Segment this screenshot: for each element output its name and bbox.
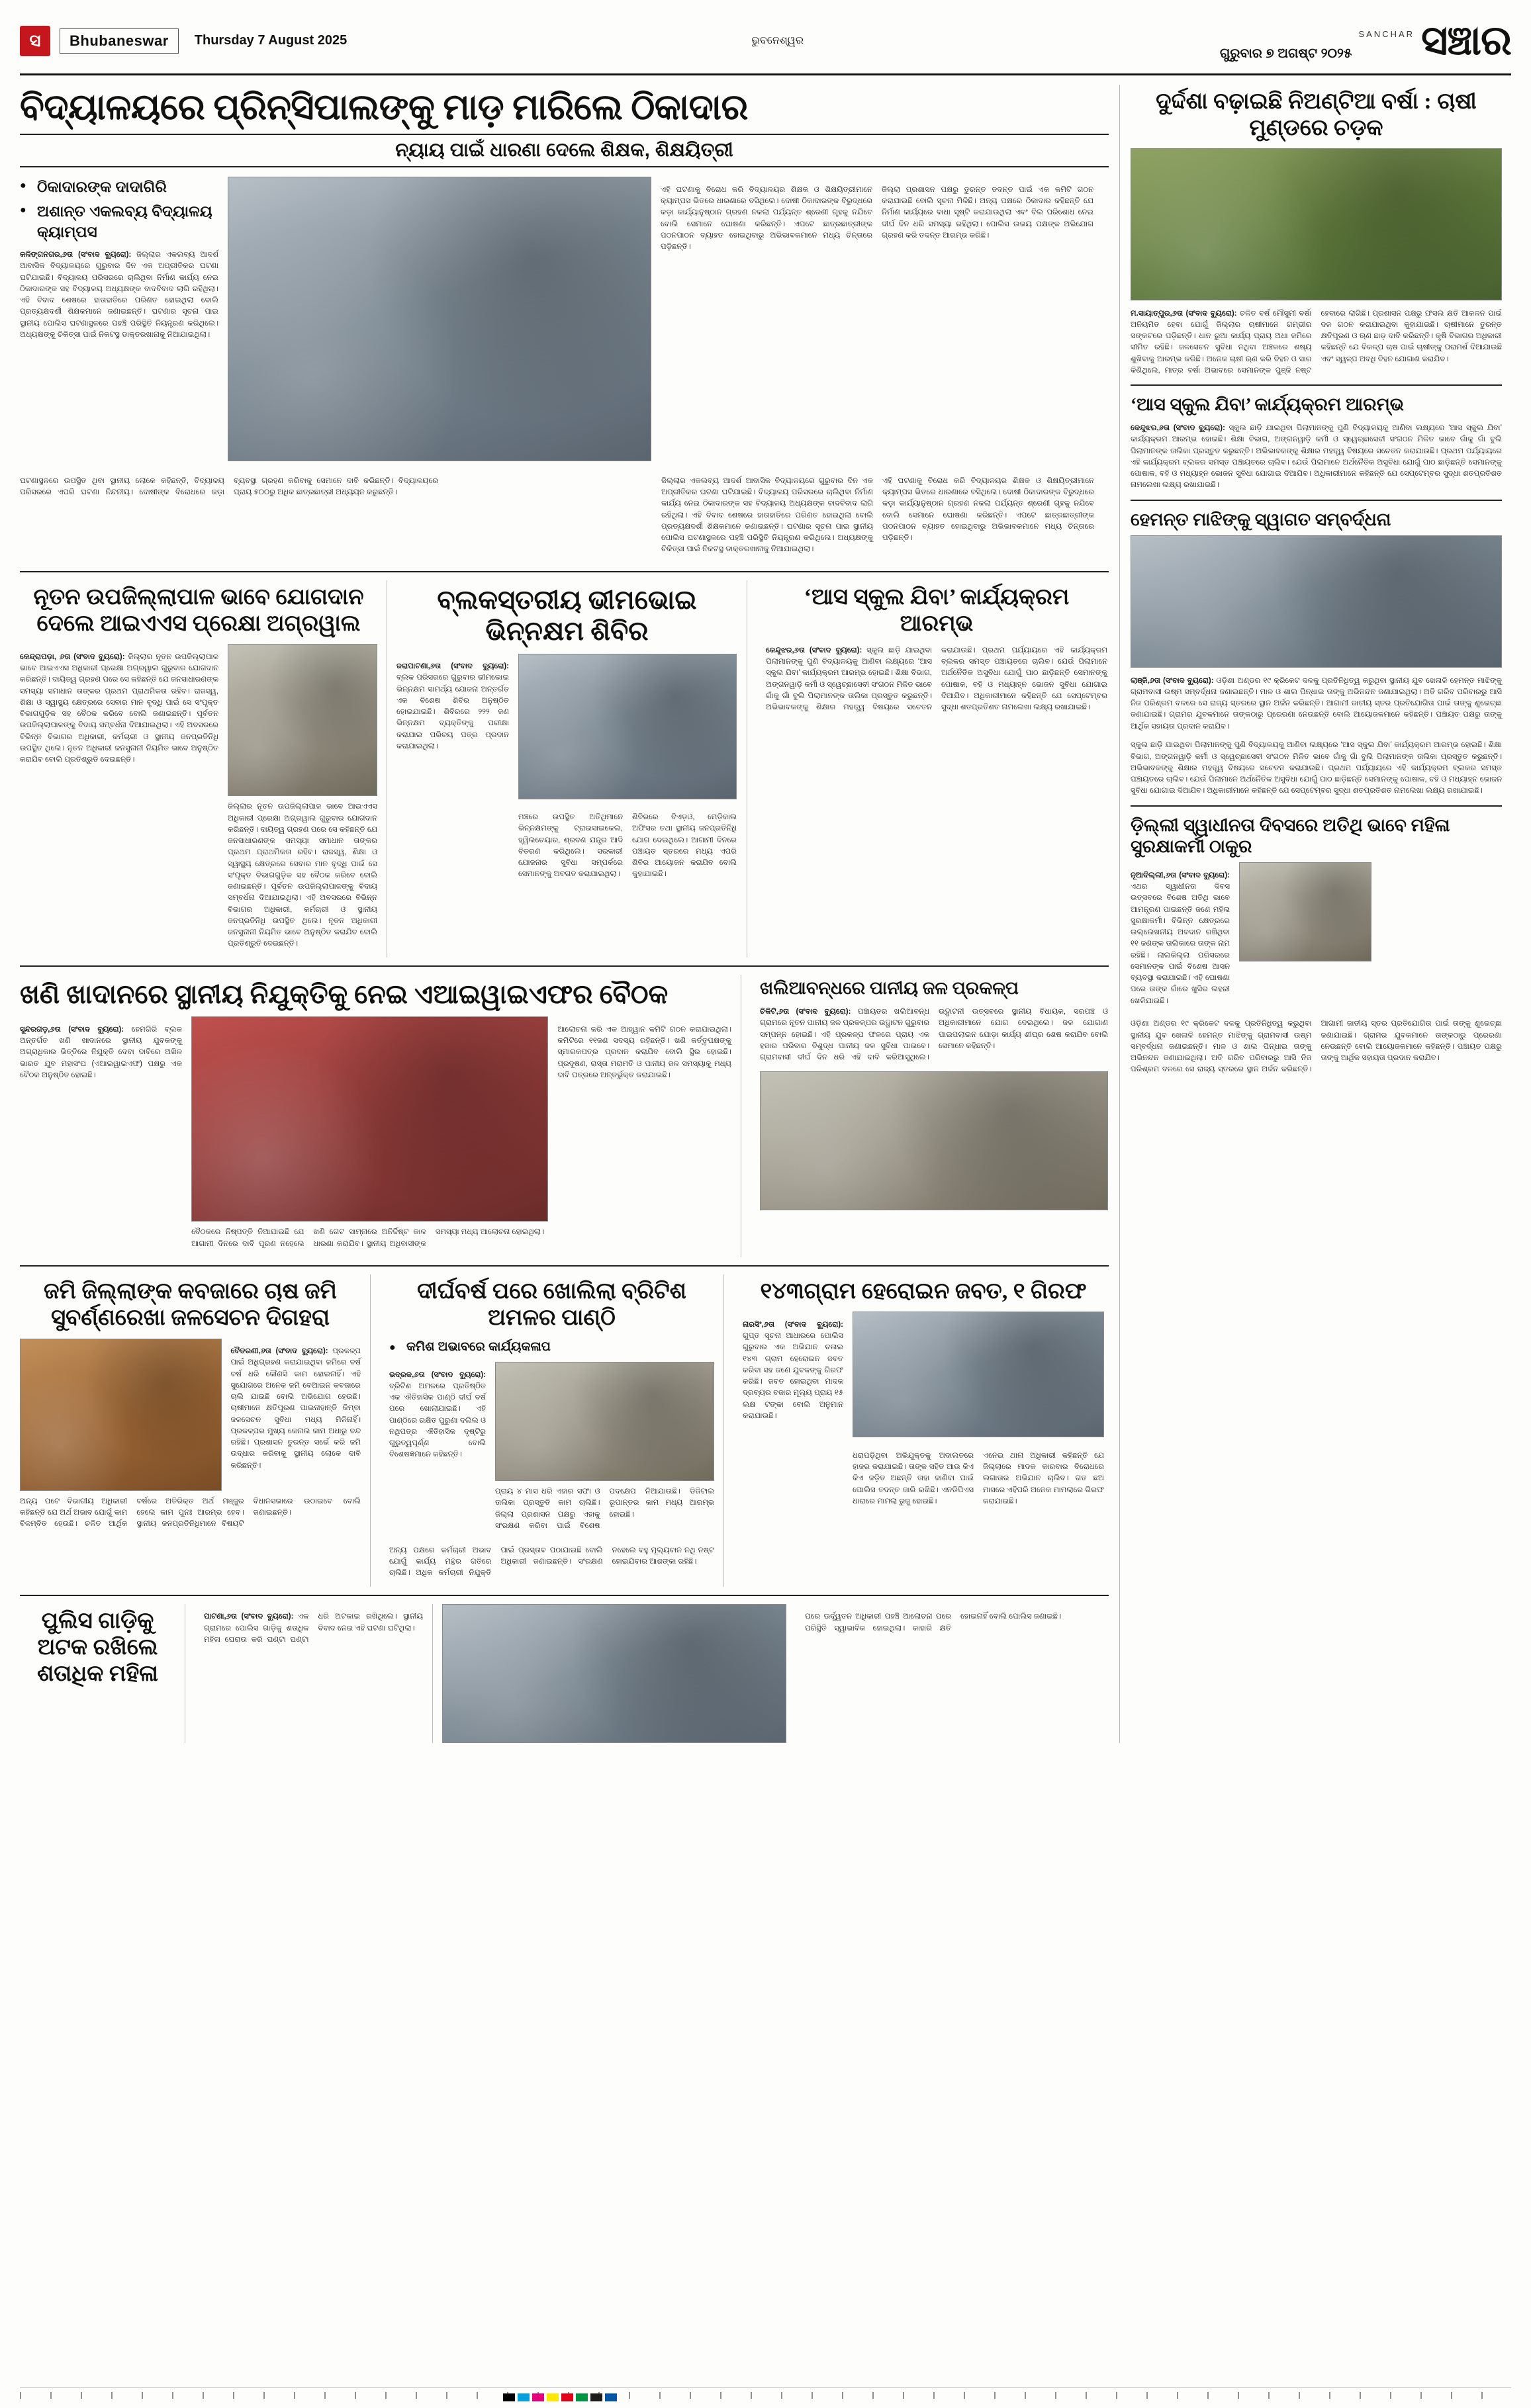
story-bhimbhoi-camp xyxy=(387,580,747,958)
story-body xyxy=(1131,423,1502,492)
registration-ticks xyxy=(20,2392,1511,2399)
masthead-middle xyxy=(751,35,804,47)
story-text-cont: ଜିଲ୍ଲାର ନୂତନ ଉପଜିଲ୍ଲାପାଳ ଭାବେ ଆଇଏଏସ ଅଧିକାରୀ ପ୍ରେକ୍ଷା ଅଗ୍ରୱାଲ ଗୁରୁବାର ଯୋଗଦାନ କରିଛନ୍ତି। ଦାୟିତ୍ୱ ଗ୍ରହଣ ପରେ ସେ କହିଛନ୍ତି ଯେ ଜନସାଧାରଣଙ୍କ ସମସ୍ୟା ସମାଧାନ ତାଙ୍କର ପ୍ରଥମ ପ୍ରାଥମିକତା ରହିବ। ରାଜସ୍ୱ, ଶିକ୍ଷା ଓ ସ୍ୱାସ୍ଥ୍ୟ କ୍ଷେତ୍ରରେ ସେବାର ମାନ ବୃଦ୍ଧି ପାଇଁ ସେ ସଂପୃକ୍ତ ବିଭାଗଗୁଡ଼ିକ ସହ ବୈଠକ କରିବେ ବୋଲି ଜଣାଇଛନ୍ତି। ପୂର୍ବତନ ଉପଜିଲ୍ଲାପାଳଙ୍କୁ ବିଦାୟ ସମ୍ବର୍ଧନା ଦିଆଯାଇଥିଲା। ଏହି ଅବସରରେ ବିଭିନ୍ନ ବିଭାଗର ଅଧିକାରୀ, କର୍ମଚାରୀ ଓ ସ୍ଥାନୀୟ ଜନପ୍ରତିନିଧି ଉପସ୍ଥିତ ଥିଲେ। ନୂତନ ଅଧିକାରୀ ଜନସୁନାନୀ ନିୟମିତ ଭାବେ ଅନୁଷ୍ଠିତ କରାଯିବ ବୋଲି ପ୍ରତିଶ୍ରୁତି ଦେଇଛନ୍ତି। xyxy=(228,803,377,948)
footer-rule xyxy=(20,2387,1511,2388)
section-bottom xyxy=(20,1604,1109,1743)
story-headline: ପୁଲିସ ଗାଡ଼ିକୁ ଅଟକ ରଖିଲେ ଶତାଧିକ ମହିଳା xyxy=(36,1608,159,1687)
story-text-1: ଗୁପ୍ତ ସୂଚନା ଆଧାରରେ ପୋଲିସ ଗୁରୁବାର ଏକ ଅଭିଯାନ ଚଳାଇ ୧୪୩ ଗ୍ରାମ ହେରୋଇନ ଜବତ କରିବା ସହ ଜଣେ ଯୁବକଙ୍କୁ ଗିରଫ କରିଛି। ଜବତ ହୋଇଥିବା ମାଦକ ଦ୍ରବ୍ୟର ବଜାର ମୂଲ୍ୟ ପ୍ରାୟ ୧୫ ଲକ୍ଷ ଟଙ୍କା ବୋଲି ଅନୁମାନ କରାଯାଉଛି। xyxy=(743,1332,843,1420)
story-body xyxy=(1131,870,1230,1007)
lead-text-4: ଘଟଣାସ୍ଥଳରେ ଉପସ୍ଥିତ ଥିବା ସ୍ଥାନୀୟ ଲୋକେ କହିଛନ୍ତି, ବିଦ୍ୟାଳୟ ପରିସରରେ ଏପରି ଘଟଣା ନିନ୍ଦନୀୟ। ଦୋଷୀଙ୍କ ବିରୋଧରେ କଡ଼ା ବ୍ୟବସ୍ଥା ଗ୍ରହଣ କରିବାକୁ ସେମାନେ ଦାବି କରିଛନ୍ତି। ବିଦ୍ୟାଳୟରେ ପ୍ରାୟ ୫୦୦ରୁ ଅଧିକ ଛାତ୍ରଛାତ୍ରୀ ଅଧ୍ୟୟନ କରୁଛନ୍ତି। xyxy=(20,476,438,497)
story-photo-portrait xyxy=(1239,862,1371,961)
brand-title: ସଞ୍ଚାର xyxy=(1421,18,1511,64)
story-drought-farmers xyxy=(1131,89,1502,377)
story-photo xyxy=(518,654,737,799)
list-item: ● ଠିକାଦାରଙ୍କ ଦାଦାଗିରି xyxy=(20,177,218,197)
story-text-3: ଆଲୋଚନା କରି ଏକ ଆହ୍ୱାନ କମିଟି ଗଠନ କରାଯାଇଥିଲା। କମିଟିରେ ୧୧ଜଣ ସଦସ୍ୟ ରହିଛନ୍ତି। ଖଣି କର୍ତ୍ତୃପକ୍ଷଙ୍କୁ ସ୍ମାରକପତ୍ର ପ୍ରଦାନ କରାଯିବ ବୋଲି ସ୍ଥିର ହୋଇଛି। ପ୍ରଦୂଷଣ, ରାସ୍ତା ମରାମତି ଓ ପାନୀୟ ଜଳ ସମସ୍ୟାକୁ ମଧ୍ୟ ଦାବି ପତ୍ରରେ ଅନ୍ତର୍ଭୁକ୍ତ କରାଯାଇଛି। xyxy=(557,1025,731,1079)
story-hemanta-majhi-felicitation xyxy=(1131,509,1502,797)
story-text-1: ପ୍ରକଳ୍ପ ପାଇଁ ଅଧିଗ୍ରହଣ କରାଯାଇଥିବା ଜମିରେ ବର୍ଷ ବର୍ଷ ଧରି କୌଣସି କାମ ହୋଇନାହିଁ। ଏହି ସୁଯୋଗରେ ଅନେକ ଜମି ବେଆଇନ କବଜାରେ ଚାଲି ଯାଇଛି ବୋଲି ଅଭିଯୋଗ ହେଉଛି। ଚାଷୀମାନେ କ୍ଷତିପୂରଣ ପାଇନାହାନ୍ତି କିମ୍ବା ଜଳସେଚନ ସୁବିଧା ମଧ୍ୟ ମିଳିନାହିଁ। ପ୍ରକଳ୍ପର ମୁଖ୍ୟ କେନାଲ କାମ ଅଧାରୁ ବନ୍ଦ ରହିଛି। ପ୍ରଶାସନ ତୁରନ୍ତ ସର୍ଭେ କରି ଜମି ଉଦ୍ଧାର କରିବାକୁ ସ୍ଥାନୀୟ ଲୋକେ ଦାବି କରିଛନ୍ତି। xyxy=(230,1347,361,1470)
story-body xyxy=(396,661,509,752)
story-photo xyxy=(442,1604,786,1743)
lead-photo xyxy=(228,177,651,461)
story-british-archive xyxy=(380,1274,724,1587)
story-land-encroachment xyxy=(20,1274,371,1587)
dateline: ଲାଞ୍ଜି,୬ତା (ସଂବାଦ ବ୍ୟୁରୋ): xyxy=(1131,676,1214,685)
dateline: ମ.ସାୟାତ୍ପୁର,୬ତା (ସଂବାଦ ବ୍ୟୁରୋ): xyxy=(1131,309,1237,318)
lead-continuation-wrap xyxy=(20,468,652,563)
story-body xyxy=(760,1006,1108,1063)
lead-text-5: ଜିଲ୍ଲାର ଏକଲବ୍ୟ ଆଦର୍ଶ ଆବାସିକ ବିଦ୍ୟାଳୟରେ ଗୁରୁବାର ଦିନ ଏକ ଅପ୍ରୀତିକର ଘଟଣା ଘଟିଯାଇଛି। ବିଦ୍ୟାଳୟ ପରିସରରେ ଚାଲିଥିବା ନିର୍ମାଣ କାର୍ଯ୍ୟ ନେଇ ଠିକାଦାରଙ୍କ ସହ ବିଦ୍ୟାଳୟ ଅଧ୍ୟକ୍ଷଙ୍କ ବାଦବିବାଦ ଲାଗି ରହିଥିଲା। ଏହି ବିବାଦ ଶେଷରେ ହାତାହାତିରେ ପରିଣତ ହୋଇଥିଲା ବୋଲି ପ୍ରତ୍ୟକ୍ଷଦର୍ଶୀ ଶିକ୍ଷକମାନେ ଜଣାଇଛନ୍ତି। ଘଟଣାର ସୂଚନା ପାଇ ସ୍ଥାନୀୟ ପୋଲିସ ଘଟଣାସ୍ଥଳରେ ପହଞ୍ଚି ପରିସ୍ଥିତି ନିୟନ୍ତ୍ରଣ କରିଥିଲେ। ଅଧ୍ୟକ୍ଷଙ୍କୁ ଚିକିତ୍ସା ପାଇଁ ନିକଟସ୍ଥ ଡାକ୍ତରଖାନାକୁ ନିଆଯାଇଥିଲା। xyxy=(661,476,873,554)
lead-text-1: ଜିଲ୍ଲାର ଏକଲବ୍ୟ ଆଦର୍ଶ ଆବାସିକ ବିଦ୍ୟାଳୟରେ ଗୁରୁବାର ଦିନ ଏକ ଅପ୍ରୀତିକର ଘଟଣା ଘଟିଯାଇଛି। ବିଦ୍ୟାଳୟ ପରିସରରେ ଚାଲିଥିବା ନିର୍ମାଣ କାର୍ଯ୍ୟ ନେଇ ଠିକାଦାରଙ୍କ ସହ ବିଦ୍ୟାଳୟ ଅଧ୍ୟକ୍ଷଙ୍କ ବାଦବିବାଦ ଲାଗି ରହିଥିଲା। ଏହି ବିବାଦ ଶେଷରେ ହାତାହାତିରେ ପରିଣତ ହୋଇଥିଲା ବୋଲି ପ୍ରତ୍ୟକ୍ଷଦର୍ଶୀ ଶିକ୍ଷକମାନେ ଜଣାଇଛନ୍ତି। ଘଟଣାର ସୂଚନା ପାଇ ସ୍ଥାନୀୟ ପୋଲିସ ଘଟଣାସ୍ଥଳରେ ପହଞ୍ଚି ପରିସ୍ଥିତି ନିୟନ୍ତ୍ରଣ କରିଥିଲେ। ଅଧ୍ୟକ୍ଷଙ୍କୁ ଚିକିତ୍ସା ପାଇଁ ନିକଟସ୍ଥ ଡାକ୍ତରଖାନାକୁ ନିଆଯାଇଥିଲା। xyxy=(20,251,218,339)
lead-body-col1 xyxy=(20,249,218,341)
story-text-2: ପରେ ଊର୍ଦ୍ଧ୍ୱତନ ଅଧିକାରୀ ପହଞ୍ଚି ଆଲୋଚନା ପରେ ପରିସ୍ଥିତି ସ୍ୱାଭାବିକ ହୋଇଥିଲା। କାହାରି କ୍ଷତି ହୋଇନାହିଁ ବୋଲି ପୋଲିସ ଜଣାଇଛି। xyxy=(805,1613,1062,1632)
lead-bullets xyxy=(20,177,218,242)
dateline: ଚିକିଟି,୬ତା (ସଂବାଦ ବ୍ୟୁରୋ): xyxy=(760,1008,851,1016)
story-photo xyxy=(760,1071,1108,1210)
story-headline: ନୂତନ ଉପଜିଲ୍ଲାପାଳ ଭାବେ ଯୋଗଦାନ ଦେଲେ ଆଇଏଏସ ପ୍ରେକ୍ଷା ଅଗ୍ରୱାଲ xyxy=(33,585,364,637)
dateline: ଜରାପାଟଣା,୬ତା (ସଂବାଦ ବ୍ୟୁରୋ): xyxy=(396,662,509,671)
story-text-2: ଧରାପଡ଼ିଥିବା ଅଭିଯୁକ୍ତକୁ ଅଦାଲତରେ ହାଜର କରାଯାଇଛି। ତାଙ୍କ ସହିତ ଆଉ କିଏ କିଏ ଜଡ଼ିତ ଅଛନ୍ତି ତାହା ଜାଣିବା ପାଇଁ ପୋଲିସ ତଦନ୍ତ ଜାରି ରଖିଛି। ଏନଡିପିଏସ ଧାରାରେ ମାମଲା ରୁଜୁ ହୋଇଛି। xyxy=(853,1451,974,1505)
lead-headline: ବିଦ୍ୟାଳୟରେ ପ୍ରିନ୍ସିପାଲଙ୍କୁ ମାଡ଼ ମାରିଲେ ଠିକାଦାର xyxy=(20,87,748,127)
story-drinking-water-project xyxy=(751,975,1108,1257)
story-text: ସ୍କୁଲ ଛାଡ଼ି ଯାଇଥିବା ପିଲାମାନଙ୍କୁ ପୁଣି ବିଦ୍ୟାଳୟକୁ ଆଣିବା ଲକ୍ଷ୍ୟରେ ‘ଆସ ସ୍କୁଲ ଯିବା’ କାର୍ଯ୍ୟକ୍ରମ ଆରମ୍ଭ ହୋଇଛି। ଶିକ୍ଷା ବିଭାଗ, ଅଙ୍ଗନୱାଡ଼ି କର୍ମୀ ଓ ସ୍ୱେଚ୍ଛାସେବୀ ସଂଗଠନ ମିଳିତ ଭାବେ ଗାଁକୁ ଗାଁ ବୁଲି ପିଲାମାନଙ୍କ ତାଲିକା ପ୍ରସ୍ତୁତ କରୁଛନ୍ତି। ଅଭିଭାବକଙ୍କୁ ଶିକ୍ଷାର ମହତ୍ତ୍ୱ ବିଷୟରେ ସଚେତନ କରାଯାଉଛି। ପ୍ରଥମ ପର୍ଯ୍ୟାୟରେ ଏହି କାର୍ଯ୍ୟକ୍ରମ ବ୍ଲକର ସମସ୍ତ ପଞ୍ଚାୟତରେ ଚାଲିବ। ଯେଉଁ ପିଲାମାନେ ଅର୍ଥନୈତିକ ଅସୁବିଧା ଯୋଗୁଁ ପାଠ ଛାଡ଼ିଛନ୍ତି ସେମାନଙ୍କୁ ପୋଷାକ, ବହି ଓ ମଧ୍ୟାହ୍ନ ଭୋଜନ ସୁବିଧା ଯୋଗାଇ ଦିଆଯିବ। ଅଧିକାରୀମାନେ କହିଛନ୍ତି ଯେ ସେପ୍ଟେମ୍ବର ସୁଦ୍ଧା ଶତପ୍ରତିଶତ ନାମଲେଖା ଲକ୍ଷ୍ୟ ରଖାଯାଇଛି। xyxy=(1131,424,1503,490)
story-headline: ଜମି ଜିଲ୍ଲାଙ୍କ କବଜାରେ ଚାଷ ଜମି ସୁବର୍ଣ୍ଣରେଖା ଜଳସେଚନ ଦିଗହରା xyxy=(44,1279,337,1331)
brand-subtitle: SANCHAR xyxy=(1358,28,1415,39)
right-column xyxy=(1119,85,1502,1743)
lead-text-3: ଜିଲ୍ଲା ପ୍ରଶାସନ ପକ୍ଷରୁ ତୁରନ୍ତ ତଦନ୍ତ ପାଇଁ ଏକ କମିଟି ଗଠନ କରାଯାଇଛି ବୋଲି ସୂଚନା ମିଳିଛି। ଅନ୍ୟ ପକ୍ଷରେ ଠିକାଦାର କହିଛନ୍ତି ଯେ ନିର୍ମାଣ କାର୍ଯ୍ୟରେ ବାଧା ସୃଷ୍ଟି କରାଯାଉଥିଲା ଏବଂ ବିଲ ପରିଶୋଧ ନେଇ ଦୀର୍ଘ ଦିନ ଧରି ସମସ୍ୟା ରହିଥିଲା। ପୋଲିସ ଉଭୟ ପକ୍ଷଙ୍କ ଅଭିଯୋଗ ଗ୍ରହଣ କରି ତଦନ୍ତ ଆରମ୍ଭ କରିଛି। xyxy=(882,185,1093,240)
dateline: କେନ୍ଦୁଝର,୬ତା (ସଂବାଦ ବ୍ୟୁରୋ): xyxy=(1131,424,1225,433)
story-headline: ଖଣି ଖାଦାନରେ ସ୍ଥାନୀୟ ନିଯୁକ୍ତିକୁ ନେଇ ଏଆଇୱାଇଏଫର ବୈଠକ xyxy=(20,979,669,1010)
story-text-3: ଶିବିରରେ ବିଏଡ଼ଓ, ମେଡ଼ିକାଲ ଅଫିସର ତଥା ସ୍ଥାନୀୟ ଜନପ୍ରତିନିଧି ଯୋଗ ଦେଇଥିଲେ। ଆଗାମୀ ଦିନରେ ପଞ୍ଚାୟତ ସ୍ତରରେ ମଧ୍ୟ ଏପରି ଶିବିର ଆୟୋଜନ କରାଯିବ ବୋଲି କୁହାଯାଇଛି। xyxy=(632,813,737,879)
dateline: କେନ୍ଦୁଝର,୬ତା (ସଂବାଦ ବ୍ୟୁରୋ): xyxy=(766,646,862,654)
story-photo-banner xyxy=(191,1016,548,1222)
lead-photo-wrap xyxy=(228,177,651,461)
masthead-left xyxy=(20,26,347,56)
lead-body-col3-wrap xyxy=(882,177,1093,461)
dateline: ଭଦ୍ରକ,୬ତା (ସଂବାଦ ବ୍ୟୁରୋ): xyxy=(389,1370,487,1379)
story-body xyxy=(20,652,218,766)
story-text: ଓଡ଼ିଶା ଅଣ୍ଡର ୧୯ କ୍ରିକେଟ ଦଳକୁ ପ୍ରତିନିଧିତ୍ୱ କରୁଥିବା ସ୍ଥାନୀୟ ଯୁବ ଖେଳାଳି ହେମନ୍ତ ମାଝିଙ୍କୁ ଗ୍ରାମବାସୀ ଉଷ୍ମ ସମ୍ବର୍ଦ୍ଧନା ଜଣାଇଛନ୍ତି। ମାଳ ଓ ଶାଲ ପିନ୍ଧାଇ ତାଙ୍କୁ ଅଭିନନ୍ଦନ ଜଣାଯାଇଥିଲା। ଅତି ଗରିବ ପରିବାରରୁ ଆସି ନିଜ ପରିଶ୍ରମ ବଳରେ ସେ ରାଜ୍ୟ ସ୍ତରରେ ସ୍ଥାନ ଅର୍ଜନ କରିଛନ୍ତି। ଆଗାମୀ ଜାତୀୟ ସ୍ତର ପ୍ରତିଯୋଗିତା ପାଇଁ ତାଙ୍କୁ ଶୁଭେଚ୍ଛା ଜଣାଯାଇଛି। ଗ୍ରାମର ଯୁବକମାନେ ତାଙ୍କଠାରୁ ପ୍ରେରଣା ନେଉଛନ୍ତି ବୋଲି ଆୟୋଜକମାନେ କହିଛନ୍ତି। ପଞ୍ଚାୟତ ପକ୍ଷରୁ ତାଙ୍କୁ ଆର୍ଥିକ ସହାୟତା ପ୍ରଦାନ କରାଯିବ। xyxy=(1131,676,1502,731)
lead-text-6: ଏହି ଘଟଣାକୁ ବିରୋଧ କରି ବିଦ୍ୟାଳୟର ଶିକ୍ଷକ ଓ ଶିକ୍ଷୟିତ୍ରୀମାନେ କ୍ୟାମ୍ପସ ଭିତରେ ଧାରଣାରେ ବସିଥିଲେ। ଦୋଷୀ ଠିକାଦାରଙ୍କ ବିରୁଦ୍ଧରେ କଡ଼ା କାର୍ଯ୍ୟାନୁଷ୍ଠାନ ଗ୍ରହଣ ନକଲା ପର୍ଯ୍ୟନ୍ତ ଶ୍ରେଣୀ ଗୃହକୁ ନଯିବେ ବୋଲି ସେମାନେ ଘୋଷଣା କରିଛନ୍ତି। ଏପଟେ ଛାତ୍ରଛାତ୍ରୀଙ୍କ ପଠନପାଠନ ବ୍ୟାହତ ହୋଇଥିବାରୁ ଅଭିଭାବକମାନେ ମଧ୍ୟ ଚିନ୍ତାରେ ପଡ଼ିଛନ୍ତି। xyxy=(882,476,1094,543)
story-delhi-independence-guest xyxy=(1131,815,1502,1076)
story-photo xyxy=(495,1362,714,1481)
story-text-cont: ସ୍କୁଲ ଛାଡ଼ି ଯାଇଥିବା ପିଲାମାନଙ୍କୁ ପୁଣି ବିଦ୍ୟାଳୟକୁ ଆଣିବା ଲକ୍ଷ୍ୟରେ ‘ଆସ ସ୍କୁଲ ଯିବା’ କାର୍ଯ୍ୟକ୍ରମ ଆରମ୍ଭ ହୋଇଛି। ଶିକ୍ଷା ବିଭାଗ, ଅଙ୍ଗନୱାଡ଼ି କର୍ମୀ ଓ ସ୍ୱେଚ୍ଛାସେବୀ ସଂଗଠନ ମିଳିତ ଭାବେ ଗାଁକୁ ଗାଁ ବୁଲି ପିଲାମାନଙ୍କ ତାଲିକା ପ୍ରସ୍ତୁତ କରୁଛନ୍ତି। ଅଭିଭାବକଙ୍କୁ ଶିକ୍ଷାର ମହତ୍ତ୍ୱ ବିଷୟରେ ସଚେତନ କରାଯାଉଛି। ପ୍ରଥମ ପର୍ଯ୍ୟାୟରେ ଏହି କାର୍ଯ୍ୟକ୍ରମ ବ୍ଲକର ସମସ୍ତ ପଞ୍ଚାୟତରେ ଚାଲିବ। ଯେଉଁ ପିଲାମାନେ ଅର୍ଥନୈତିକ ଅସୁବିଧା ଯୋଗୁଁ ପାଠ ଛାଡ଼ିଛନ୍ତି ସେମାନଙ୍କୁ ପୋଷାକ, ବହି ଓ ମଧ୍ୟାହ୍ନ ଭୋଜନ ସୁବିଧା ଯୋଗାଇ ଦିଆଯିବ। ଅଧିକାରୀମାନେ କହିଛନ୍ତି ଯେ ସେପ୍ଟେମ୍ବର ସୁଦ୍ଧା ଶତପ୍ରତିଶତ ନାମଲେଖା ଲକ୍ଷ୍ୟ ରଖାଯାଇଛି। xyxy=(1131,741,1502,795)
dateline: ନୂଆଦିଲ୍ଲୀ,୬ତା (ସଂବାଦ ବ୍ୟୁରୋ): xyxy=(1131,871,1230,879)
story-photo xyxy=(1131,535,1502,668)
story-text-1: ବ୍ରିଟିଶ ଅମଳରେ ପ୍ରତିଷ୍ଠିତ ଏକ ଐତିହାସିକ ପାଣ୍ଠି ଦୀର୍ଘ ବର୍ଷ ପରେ ଖୋଲାଯାଇଛି। ଏହି ପାଣ୍ଠିରେ ରକ୍ଷିତ ପୁରୁଣା ଦଲିଲ ଓ ନଥିପତ୍ର ଐତିହାସିକ ଦୃଷ୍ଟିରୁ ଗୁରୁତ୍ୱପୂର୍ଣ୍ଣ ବୋଲି ବିଶେଷଜ୍ଞମାନେ କହିଛନ୍ତି। xyxy=(389,1382,487,1459)
dateline: ବୈତରଣୀ,୬ତା (ସଂବାଦ ବ୍ୟୁରୋ): xyxy=(230,1347,328,1356)
story-text-3: ଅନ୍ୟ ପକ୍ଷରେ କର୍ମଚାରୀ ଅଭାବ ଯୋଗୁଁ କାର୍ଯ୍ୟ ମନ୍ଥର ଗତିରେ ଚାଲିଛି। ଅଧିକ କର୍ମଚାରୀ ନିଯୁକ୍ତି ପାଇଁ ପ୍ରସ୍ତାବ ପଠାଯାଇଛି ବୋଲି ଅଧିକାରୀ ଜଣାଇଛନ୍ତି। ସଂରକ୍ଷଣ ନହେଲେ ବହୁ ମୂଲ୍ୟବାନ ନଥି ନଷ୍ଟ ହୋଇଯିବାର ଆଶଙ୍କା ରହିଛି। xyxy=(389,1546,714,1578)
story-text-2: ଅନ୍ୟ ପଟେ ବିଭାଗୀୟ ଅଧିକାରୀ କହିଛନ୍ତି ଯେ ଅର୍ଥ ଅଭାବ ଯୋଗୁଁ କାମ ବିଳମ୍ବିତ ହେଉଛି। ଚଳିତ ଆର୍ଥିକ ବର୍ଷରେ ଅତିରିକ୍ତ ଅର୍ଥ ମଞ୍ଜୁର ହେଲେ କାମ ପୁନଃ ଆରମ୍ଭ ହେବ। ସ୍ଥାନୀୟ ଜନପ୍ରତିନିଧିମାନେ ବିଷୟଟି ବିଧାନସଭାରେ ଉଠାଇବେ ବୋଲି ଜଣାଇଛନ୍ତି। xyxy=(20,1497,361,1529)
story-text: ଚଳିତ ବର୍ଷ ମୌସୁମୀ ବର୍ଷା ଅନିୟମିତ ହେବା ଯୋଗୁଁ ଜିଲ୍ଲାର ଚାଷୀମାନେ ଗମ୍ଭୀର ସଙ୍କଟରେ ପଡ଼ିଛନ୍ତି। ଧାନ ରୁଆ କାର୍ଯ୍ୟ ପ୍ରାୟ ଅଧା ଜମିରେ ସୀମିତ ରହିଛି। ଜଳସେଚନ ସୁବିଧା ନଥିବା ଅଞ୍ଚଳରେ ଶଷ୍ୟ ଶୁଖିବାକୁ ଆରମ୍ଭ କରିଛି। ଅନେକ ଚାଷୀ ଋଣ କରି ବିହନ ଓ ସାର କିଣିଥିଲେ, ମାତ୍ର ବର୍ଷା ଅଭାବରେ ସେମାନଙ୍କ ପୁଞ୍ଜି ନଷ୍ଟ ହେବାରେ ଲାଗିଛି। ପ୍ରଶାସନ ପକ୍ଷରୁ ଫସଲ କ୍ଷତି ଆକଳନ ପାଇଁ ଦଳ ଗଠନ କରାଯାଇଥିବା କୁହାଯାଇଛି। ଚାଷୀମାନେ ତୁରନ୍ତ କ୍ଷତିପୂରଣ ଓ ଋଣ ଛାଡ଼ ଦାବି କରିଛନ୍ତି। କୃଷି ବିଭାଗର ଅଧିକାରୀ କହିଛନ୍ତି ଯେ ବିକଳ୍ପ ଚାଷ ପାଇଁ ଚାଷୀଙ୍କୁ ପରାମର୍ଶ ଦିଆଯାଉଛି ଏବଂ ସ୍ୱଳ୍ପ ଅବଧି ବିହନ ଯୋଗାଣ କରାଯିବ। xyxy=(1131,309,1502,375)
story-headline: ବ୍ଲକସ୍ତରୀୟ ଭୀମଭୋଇ ଭିନ୍ନକ୍ଷମ ଶିବିର xyxy=(437,585,697,647)
story-text: ଏଥର ସ୍ୱାଧୀନତା ଦିବସ ଉତ୍ସବରେ ବିଶେଷ ଅତିଥି ଭାବେ ଆମନ୍ତ୍ରଣ ପାଇଛନ୍ତି ଜଣେ ମହିଳା ସୁରକ୍ଷାକର୍ମୀ। ବିଭିନ୍ନ କ୍ଷେତ୍ରରେ ଉଲ୍ଲେଖନୀୟ ଅବଦାନ ରଖିଥିବା ୧୧ ଜଣଙ୍କ ତାଲିକାରେ ତାଙ୍କ ନାମ ରହିଛି। ଲାଲକିଲ୍ଲା ପରିସରରେ ସେମାନଙ୍କ ପାଇଁ ବିଶେଷ ଆସନ ବ୍ୟବସ୍ଥା କରାଯାଇଛି। ଏହି ଘୋଷଣା ପରେ ତାଙ୍କ ଗାଁରେ ଖୁସିର ଲହରୀ ଖେଳିଯାଇଛି। xyxy=(1131,883,1230,1005)
story-headline: ଖଲିଆବନ୍ଧରେ ପାନୀୟ ଜଳ ପ୍ରକଳ୍ପ xyxy=(760,978,1019,999)
story-text-2: ମଞ୍ଚରେ ଉପସ୍ଥିତ ଅତିଥିମାନେ ଭିନ୍ନକ୍ଷମଙ୍କୁ ଟ୍ରାଇସାଇକେଲ, ହ୍ୱିଲଚେୟାର, ଶ୍ରବଣ ଯନ୍ତ୍ର ଆଦି ବିତରଣ କରିଥିଲେ। ସରକାରୀ ଯୋଜନାର ସୁବିଧା ସମ୍ପର୍କରେ ସେମାନଙ୍କୁ ଅବଗତ କରାଯାଇଥିଲା। xyxy=(518,813,623,879)
story-photo xyxy=(20,1339,222,1491)
story-aiyf-meeting xyxy=(20,975,741,1257)
story-text-1: ବ୍ଲକ ପରିସରରେ ଗୁରୁବାର ଭୀମଭୋଇ ଭିନ୍ନକ୍ଷମ ସାମର୍ଥ୍ୟ ଯୋଜନା ଅନ୍ତର୍ଗତ ଏକ ବିଶେଷ ଶିବିର ଅନୁଷ୍ଠିତ ହୋଇଯାଇଛି। ଶିବିରରେ ୨୨୨ ଜଣ ଭିନ୍ନକ୍ଷମ ବ୍ୟକ୍ତିଙ୍କୁ ପରୀକ୍ଷା କରାଯାଇ ପରିଚୟ ପତ୍ର ପ୍ରଦାନ କରାଯାଇଥିଲା। xyxy=(396,674,509,750)
story-photo xyxy=(1131,148,1502,300)
list-item: ● କମିଶ ଅଭାବରେ କାର୍ଯ୍ୟକଳାପ xyxy=(389,1339,714,1356)
story-new-subcollector xyxy=(20,580,377,958)
list-item: ● ଅଶାନ୍ତ ଏକଲବ୍ୟ ବିଦ୍ୟାଳୟ କ୍ୟାମ୍ପସ xyxy=(20,201,218,242)
section-two xyxy=(20,580,1109,958)
dateline: ନାରସିଂ,୬ତା (ସଂବାଦ ବ୍ୟୁରୋ): xyxy=(743,1320,843,1329)
lead-subheadline: ନ୍ୟାୟ ପାଇଁ ଧାରଣା ଦେଲେ ଶିକ୍ଷକ, ଶିକ୍ଷୟିତ୍ରୀ xyxy=(20,134,1109,167)
section-three xyxy=(20,975,1109,1257)
story-body xyxy=(231,1346,361,1472)
story-text-3: ଏନେଇ ଥାନା ଅଧିକାରୀ କହିଛନ୍ତି ଯେ ଜିଲ୍ଲାରେ ମାଦକ କାରବାର ବିରୋଧରେ ଲଗାତାର ଅଭିଯାନ ଚାଲିବ। ଗତ ଛଅ ମାସରେ ଏହିପରି ଅନେକ ମାମଲାରେ ଗିରଫ କରାଯାଇଛି। xyxy=(983,1451,1104,1505)
story-text: ସ୍କୁଲ ଛାଡ଼ି ଯାଇଥିବା ପିଲାମାନଙ୍କୁ ପୁଣି ବିଦ୍ୟାଳୟକୁ ଆଣିବା ଲକ୍ଷ୍ୟରେ ‘ଆସ ସ୍କୁଲ ଯିବା’ କାର୍ଯ୍ୟକ୍ରମ ଆରମ୍ଭ ହୋଇଛି। ଶିକ୍ଷା ବିଭାଗ, ଅଙ୍ଗନୱାଡ଼ି କର୍ମୀ ଓ ସ୍ୱେଚ୍ଛାସେବୀ ସଂଗଠନ ମିଳିତ ଭାବେ ଗାଁକୁ ଗାଁ ବୁଲି ପିଲାମାନଙ୍କ ତାଲିକା ପ୍ରସ୍ତୁତ କରୁଛନ୍ତି। ଅଭିଭାବକଙ୍କୁ ଶିକ୍ଷାର ମହତ୍ତ୍ୱ ବିଷୟରେ ସଚେତନ କରାଯାଉଛି। ପ୍ରଥମ ପର୍ଯ୍ୟାୟରେ ଏହି କାର୍ଯ୍ୟକ୍ରମ ବ୍ଲକର ସମସ୍ତ ପଞ୍ଚାୟତରେ ଚାଲିବ। ଯେଉଁ ପିଲାମାନେ ଅର୍ଥନୈତିକ ଅସୁବିଧା ଯୋଗୁଁ ପାଠ ଛାଡ଼ିଛନ୍ତି ସେମାନଙ୍କୁ ପୋଷାକ, ବହି ଓ ମଧ୍ୟାହ୍ନ ଭୋଜନ ସୁବିଧା ଯୋଗାଇ ଦିଆଯିବ। ଅଧିକାରୀମାନେ କହିଛନ୍ତି ଯେ ସେପ୍ଟେମ୍ବର ସୁଦ୍ଧା ଶତପ୍ରତିଶତ ନାମଲେଖା ଲକ୍ଷ୍ୟ ରଖାଯାଇଛି। xyxy=(766,646,1107,712)
story-body xyxy=(20,1024,182,1081)
dateline: କଳିଙ୍ଗନଗର,୬ତା (ସଂବାଦ ବ୍ୟୁରୋ): xyxy=(20,251,132,259)
story-school-program-right xyxy=(1131,394,1502,491)
story-body xyxy=(204,1611,423,1646)
story-police-vehicle-blocked xyxy=(20,1604,185,1743)
edition-date-odia: ଗୁରୁବାର ୭ ଅଗଷ୍ଟ ୨୦୨୫ xyxy=(1220,46,1352,61)
masthead-right xyxy=(1220,18,1511,64)
story-headline: ହେମନ୍ତ ମାଝିଙ୍କୁ ସ୍ୱାଗତ ସମ୍ବର୍ଦ୍ଧନା xyxy=(1131,509,1391,529)
dateline: କେନ୍ଦ୍ରାପଡ଼ା, ୬ତା (ସଂବାଦ ବ୍ୟୁରୋ): xyxy=(20,652,125,661)
story-text-cont: ଓଡ଼ିଶା ଅଣ୍ଡର ୧୯ କ୍ରିକେଟ ଦଳକୁ ପ୍ରତିନିଧିତ୍ୱ କରୁଥିବା ସ୍ଥାନୀୟ ଯୁବ ଖେଳାଳି ହେମନ୍ତ ମାଝିଙ୍କୁ ଗ୍ରାମବାସୀ ଉଷ୍ମ ସମ୍ବର୍ଦ୍ଧନା ଜଣାଇଛନ୍ତି। ମାଳ ଓ ଶାଲ ପିନ୍ଧାଇ ତାଙ୍କୁ ଅଭିନନ୍ଦନ ଜଣାଯାଇଥିଲା। ଅତି ଗରିବ ପରିବାରରୁ ଆସି ନିଜ ପରିଶ୍ରମ ବଳରେ ସେ ରାଜ୍ୟ ସ୍ତରରେ ସ୍ଥାନ ଅର୍ଜନ କରିଛନ୍ତି। ଆଗାମୀ ଜାତୀୟ ସ୍ତର ପ୍ରତିଯୋଗିତା ପାଇଁ ତାଙ୍କୁ ଶୁଭେଚ୍ଛା ଜଣାଯାଇଛି। ଗ୍ରାମର ଯୁବକମାନେ ତାଙ୍କଠାରୁ ପ୍ରେରଣା ନେଉଛନ୍ତି ବୋଲି ଆୟୋଜକମାନେ କହିଛନ୍ତି। ପଞ୍ଚାୟତ ପକ୍ଷରୁ ତାଙ୍କୁ ଆର୍ଥିକ ସହାୟତା ପ୍ରଦାନ କରାଯିବ। xyxy=(1131,1020,1502,1074)
story-body xyxy=(389,1370,486,1461)
lead-bullets-column xyxy=(20,177,218,461)
lead-story xyxy=(20,87,1109,563)
masthead xyxy=(20,15,1511,75)
dateline: ପାଟଣା,୬ତା (ସଂବାଦ ବ୍ୟୁରୋ): xyxy=(204,1613,294,1621)
page-content xyxy=(20,85,1511,1743)
story-body xyxy=(766,645,1107,714)
story-photo xyxy=(853,1312,1104,1437)
edition-city-odia: ଭୁବନେଶ୍ୱର xyxy=(751,34,804,46)
main-column xyxy=(20,85,1109,1743)
section-four xyxy=(20,1274,1109,1587)
story-body xyxy=(743,1319,843,1422)
story-text-1: ହେମଗିରି ବ୍ଲକ ଅନ୍ତର୍ଗତ ଖଣି ଖାଦାନରେ ସ୍ଥାନୀୟ ଯୁବକଙ୍କୁ ଅଗ୍ରାଧିକାର ଭିତ୍ତିରେ ନିଯୁକ୍ତି ଦେବା ଦାବିରେ ଅଖିଳ ଭାରତ ଯୁବ ମହାସଂଘ (ଏଆଇୱାଇଏଫ) ପକ୍ଷରୁ ଏକ ବୈଠକ ଅନୁଷ୍ଠିତ ହୋଇଛି। xyxy=(20,1025,183,1079)
lead-text-2: ଏହି ଘଟଣାକୁ ବିରୋଧ କରି ବିଦ୍ୟାଳୟର ଶିକ୍ଷକ ଓ ଶିକ୍ଷୟିତ୍ରୀମାନେ କ୍ୟାମ୍ପସ ଭିତରେ ଧାରଣାରେ ବସିଥିଲେ। ଦୋଷୀ ଠିକାଦାରଙ୍କ ବିରୁଦ୍ଧରେ କଡ଼ା କାର୍ଯ୍ୟାନୁଷ୍ଠାନ ଗ୍ରହଣ ନକଲା ପର୍ଯ୍ୟନ୍ତ ଶ୍ରେଣୀ ଗୃହକୁ ନଯିବେ ବୋଲି ସେମାନେ ଘୋଷଣା କରିଛନ୍ତି। ଏପଟେ ଛାତ୍ରଛାତ୍ରୀଙ୍କ ପଠନପାଠନ ବ୍ୟାହତ ହୋଇଥିବାରୁ ଅଭିଭାବକମାନେ ମଧ୍ୟ ଚିନ୍ତାରେ ପଡ଼ିଛନ୍ତି। xyxy=(661,185,872,251)
edition-date-english: Thursday 7 August 2025 xyxy=(194,33,348,48)
story-headline: ୧୪୩ଗ୍ରାମ ହେରୋଇନ ଜବତ, ୧ ଗିରଫ xyxy=(760,1279,1087,1304)
story-body xyxy=(1131,676,1502,733)
story-heroin-seizure xyxy=(733,1274,1104,1587)
story-headline: ଡ଼ିଲ୍ଲୀ ସ୍ୱାଧୀନତା ଦିବସରେ ଅତିଥି ଭାବେ ମହିଳା ସୁରକ୍ଷାକର୍ମୀ ଠାକୁର xyxy=(1131,815,1450,856)
story-text: ପଞ୍ଚାୟତର ଖଲିଆବନ୍ଧ ଗ୍ରାମରେ ନୂତନ ପାନୀୟ ଜଳ ପ୍ରକଳ୍ପର ଉଦ୍ଘାଟନ ଗୁରୁବାର ସମ୍ପନ୍ନ ହୋଇଛି। ଏହି ପ୍ରକଳ୍ପ ଫଳରେ ପ୍ରାୟ ଏକ ହଜାର ପରିବାର ବିଶୁଦ୍ଧ ପାନୀୟ ଜଳ ସୁବିଧା ପାଇବେ। ଗ୍ରାମବାସୀ ଦୀର୍ଘ ଦିନ ଧରି ଏହି ଦାବି କରିଆସୁଥିଲେ। ଉଦ୍ଘାଟନୀ ଉତ୍ସବରେ ସ୍ଥାନୀୟ ବିଧାୟକ, ସରପଞ୍ଚ ଓ ଅଧିକାରୀମାନେ ଯୋଗ ଦେଇଥିଲେ। ଜଳ ଯୋଗାଣ ପାଇପଲାଇନ ଯୋଡ଼ା କାର୍ଯ୍ୟ ଶୀଘ୍ର ଶେଷ କରାଯିବ ବୋଲି ସେମାନେ କହିଛନ୍ତି। xyxy=(760,1008,1108,1062)
story-headline: ଦୀର୍ଘବର୍ଷ ପରେ ଖୋଲିଲା ବ୍ରିଟିଶ ଅମଳର ପାଣ୍ଠି xyxy=(417,1279,686,1331)
lead-body-col2-wrap xyxy=(661,177,872,461)
cmyk-registration-bar xyxy=(503,2393,617,2401)
story-body xyxy=(1131,308,1502,377)
story-text: ଜିଲ୍ଲାର ନୂତନ ଉପଜିଲ୍ଲାପାଳ ଭାବେ ଆଇଏଏସ ଅଧିକାରୀ ପ୍ରେକ୍ଷା ଅଗ୍ରୱାଲ ଗୁରୁବାର ଯୋଗଦାନ କରିଛନ୍ତି। ଦାୟିତ୍ୱ ଗ୍ରହଣ ପରେ ସେ କହିଛନ୍ତି ଯେ ଜନସାଧାରଣଙ୍କ ସମସ୍ୟା ସମାଧାନ ତାଙ୍କର ପ୍ରଥମ ପ୍ରାଥମିକତା ରହିବ। ରାଜସ୍ୱ, ଶିକ୍ଷା ଓ ସ୍ୱାସ୍ଥ୍ୟ କ୍ଷେତ୍ରରେ ସେବାର ମାନ ବୃଦ୍ଧି ପାଇଁ ସେ ସଂପୃକ୍ତ ବିଭାଗଗୁଡ଼ିକ ସହ ବୈଠକ କରିବେ ବୋଲି ଜଣାଇଛନ୍ତି। ପୂର୍ବତନ ଉପଜିଲ୍ଲାପାଳଙ୍କୁ ବିଦାୟ ସମ୍ବର୍ଧନା ଦିଆଯାଇଥିଲା। ଏହି ଅବସରରେ ବିଭିନ୍ନ ବିଭାଗର ଅଧିକାରୀ, କର୍ମଚାରୀ ଓ ସ୍ଥାନୀୟ ଜନପ୍ରତିନିଧି ଉପସ୍ଥିତ ଥିଲେ। ନୂତନ ଅଧିକାରୀ ଜନସୁନାନୀ ନିୟମିତ ଭାବେ ଅନୁଷ୍ଠିତ କରାଯିବ ବୋଲି ପ୍ରତିଶ୍ରୁତି ଦେଇଛନ୍ତି। xyxy=(20,652,218,764)
story-text-2: ବୈଠକରେ ନିଷ୍ପତ୍ତି ନିଆଯାଇଛି ଯେ ଆଗାମୀ ଦିନରେ ଦାବି ପୂରଣ ନହେଲେ ଖଣି ଗେଟ ସାମ୍ନାରେ ଅନିର୍ଦ୍ଦିଷ୍ଟ କାଳ ଧାରଣା କରାଯିବ। ସ୍ଥାନୀୟ ଅଧିବାସୀଙ୍କ ସମସ୍ୟା ମଧ୍ୟ ଆଲୋଚନା ହୋଇଥିଲା। xyxy=(191,1228,545,1248)
story-text-1: ଏକ ଗ୍ରାମରେ ପୋଲିସ ଗାଡ଼ିକୁ ଶତାଧିକ ମହିଳା ଘେରାଉ କରି ଘଣ୍ଟା ଘଣ୍ଟା ଧରି ଅଟକାଇ ରଖିଥିଲେ। ସ୍ଥାନୀୟ ବିବାଦ ନେଇ ଏହି ଘଟଣା ଘଟିଥିଲା। xyxy=(204,1613,423,1644)
story-photo-portrait xyxy=(228,644,377,796)
edition-city: Bhubaneswar xyxy=(60,28,179,54)
story-text-2: ପ୍ରାୟ ୪ ମାସ ଧରି ଏହାର ସଫା ଓ ତାଲିକା ପ୍ରସ୍ତୁତି କାମ ଚାଲିଛି। ଜିଲ୍ଲା ପ୍ରଶାସନ ପକ୍ଷରୁ ଏହାକୁ ସଂରକ୍ଷଣ କରିବା ପାଇଁ ବିଶେଷ ପଦକ୍ଷେପ ନିଆଯାଉଛି। ଡିଜିଟାଲ ରୂପାନ୍ତର କାମ ମଧ୍ୟ ଆରମ୍ଭ ହୋଇଛି। xyxy=(495,1488,714,1530)
dateline: ସୁନ୍ଦରଗଡ଼,୬ତା (ସଂବାଦ ବ୍ୟୁରୋ): xyxy=(20,1025,124,1034)
story-kicker xyxy=(389,1339,714,1356)
publication-logo-icon: ସ xyxy=(20,26,50,56)
story-headline: ‘ଆସ ସ୍କୁଲ ଯିବା’ କାର୍ଯ୍ୟକ୍ରମ ଆରମ୍ଭ xyxy=(1131,394,1405,415)
story-headline: ଦୁର୍ଦ୍ଦଶା ବଢ଼ାଇଛି ନିଅଣ୍ଟିଆ ବର୍ଷା : ଚାଷୀ ମୁଣ୍ଡରେ ଚଡ଼କ xyxy=(1156,89,1477,141)
story-headline: ‘ଆସ ସ୍କୁଲ ଯିବା’ କାର୍ଯ୍ୟକ୍ରମ ଆରମ୍ଭ xyxy=(804,585,1070,637)
story-aas-school-jiba xyxy=(757,580,1107,958)
